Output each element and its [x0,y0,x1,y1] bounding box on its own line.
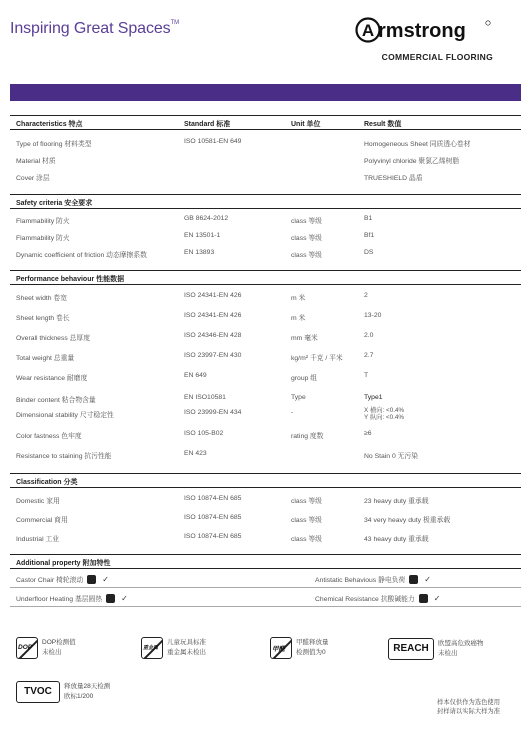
trademark-mark: TM [170,20,180,26]
chemical-resistance-item [315,593,440,604]
castor-chair-icon [87,575,96,584]
cell-characteristic: Dynamic coefficient of friction 动态摩擦系数 [16,252,147,259]
cell-result: TRUESHIELD 晶盾 [364,175,423,182]
cell-standard: ISO 24341-EN 426 [184,312,242,319]
cell-unit: mm 毫米 [291,335,318,342]
cell-characteristic: Domestic 家用 [16,498,60,505]
cell-characteristic: Dimensional stability 尺寸稳定性 [16,412,114,419]
cell-unit: class 等级 [291,218,322,225]
cell-result: Bf1 [364,232,375,239]
table-row [10,348,521,368]
table-row [10,491,521,510]
performance-title: Performance behaviour 性能数据 [16,276,125,283]
formaldehyde-icon-text: 甲醛 [272,646,285,653]
heavy-metal-line2: 重金属未检出 [167,649,206,656]
cell-standard: ISO 23999-EN 434 [184,409,242,416]
reach-line2: 未检出 [438,650,458,657]
heavy-metal-line1: 儿童玩具标准 [167,639,206,646]
tvoc-line2: 欧标1/200 [64,693,94,700]
cell-unit: - [291,409,294,416]
table-row [10,529,521,548]
check-icon: ✓ [102,575,109,584]
cell-characteristic: Flammability 防火 [16,235,70,242]
dop-label [42,638,76,658]
cell-result-y: Y 纵向: <0.4% [364,414,404,421]
cell-characteristic: Type of flooring 材料类型 [16,141,92,148]
cell-unit: kg/m² 千克 / 平米 [291,355,343,362]
heavy-metal-badge [141,637,251,663]
cell-result: Homogeneous Sheet 同质透心卷材 [364,141,471,148]
cell-standard: ISO 10874-EN 685 [184,514,242,521]
dop-icon [16,637,38,659]
additional-header [10,554,521,569]
cell-result: 43 heavy duty 重承载 [364,536,429,543]
reach-icon: REACH [388,638,434,660]
cell-unit: m 米 [291,315,306,322]
cell-standard: ISO 10874-EN 685 [184,533,242,540]
cell-result: 13-20 [364,312,382,319]
table-row [10,308,521,328]
classification-header [10,473,521,488]
safety-title: Safety criteria 安全要求 [16,200,93,207]
reach-badge [388,638,518,664]
cell-result: Polyvinyl chloride 聚氯乙烯树脂 [364,158,460,165]
formaldehyde-badge [270,637,380,663]
check-icon: ✓ [433,594,441,603]
table-row [10,245,521,262]
cell-characteristic: Total weight 总重量 [16,355,75,362]
cell-characteristic: Material 材质 [16,158,56,165]
table-row [10,228,521,245]
col-standard: Standard 标准 [184,121,231,128]
cell-characteristic: Resistance to staining 抗污性能 [16,453,112,460]
table-row [10,328,521,348]
cell-result: 2 [364,292,368,299]
formaldehyde-icon [270,637,292,659]
col-characteristics: Characteristics 特点 [16,121,83,128]
cell-unit: rating 度数 [291,433,324,440]
cell-standard: EN 649 [184,372,207,379]
castor-chair-label: Castor Chair 椅轮滚动 [16,577,84,584]
cell-standard: ISO 105-B02 [184,430,224,437]
armstrong-logo [354,14,494,46]
cell-result: 2.7 [364,352,374,359]
heavy-metal-icon [141,637,163,659]
check-icon: ✓ [121,594,128,603]
table-row [10,288,521,308]
cell-standard: EN 13501-1 [184,232,221,239]
brand-subtitle: COMMERCIAL FLOORING [381,52,493,62]
cell-characteristic: Binder content 粘合物含量 [16,397,96,404]
performance-header [10,270,521,285]
table-row [10,211,521,228]
cell-result: 2.0 [364,332,374,339]
cell-standard: EN ISO10581 [184,394,226,401]
table-row [10,446,521,466]
tvoc-icon: TVOC [16,681,60,703]
cell-unit: class 等级 [291,252,322,259]
cell-result: B1 [364,215,373,222]
dop-badge [16,637,126,663]
table-row [10,134,521,151]
dop-icon-text: DOP [18,644,33,651]
cell-result-x: X 横向: <0.4% [364,407,405,414]
cell-characteristic: Commercial 商用 [16,517,68,524]
cell-unit: m 米 [291,295,306,302]
cell-result: Type1 [364,394,383,401]
cell-standard: ISO 24346-EN 428 [184,332,242,339]
formaldehyde-label [296,638,329,658]
dop-line2: 未检出 [42,649,62,656]
cell-standard: ISO 24341-EN 426 [184,292,242,299]
cell-unit: class 等级 [291,498,322,505]
cell-characteristic: Flammability 防火 [16,218,70,225]
cell-characteristic: Industrial 工业 [16,536,60,543]
tvoc-badge [16,681,136,707]
header-band [10,84,521,101]
additional-row [10,569,521,588]
additional-title: Additional property 附加特性 [16,560,111,567]
cell-standard: ISO 10874-EN 685 [184,495,242,502]
cell-standard: GB 8624-2012 [184,215,229,222]
tvoc-label [64,682,110,702]
antistatic-icon [409,575,418,584]
cell-unit: group 组 [291,375,318,382]
underfloor-heating-label: Underfloor Heating 基层圆热 [16,596,103,603]
reach-label [438,639,484,659]
tagline-text: Inspiring Great Spaces [10,20,171,37]
heavy-metal-icon-text: 重金属 [143,645,159,651]
col-unit: Unit 单位 [291,121,321,128]
formaldehyde-line1: 甲醛释放量 [296,639,329,646]
table-row [10,151,521,168]
cell-characteristic: Sheet width 卷宽 [16,295,67,302]
cell-characteristic: Overall thickness 总厚度 [16,335,91,342]
classification-title: Classification 分类 [16,479,78,486]
underfloor-heating-item [16,593,128,604]
cell-characteristic: Sheet length 卷长 [16,315,70,322]
cell-result: T [364,372,369,379]
safety-header [10,194,521,209]
table-row [10,426,521,446]
cell-result: 23 heavy duty 重承载 [364,498,429,505]
antistatic-item [315,574,431,585]
cell-standard: EN 423 [184,450,207,457]
antistatic-label: Antistatic Behavious 静电负荷 [315,577,406,584]
cell-characteristic: Cover 涂层 [16,175,50,182]
table-row [10,510,521,529]
cell-characteristic: Color fastness 色牢度 [16,433,82,440]
cell-characteristic: Wear resistance 耐磨度 [16,375,88,382]
footnote-line2: 封样请以实际大样为准 [437,708,500,715]
table-row [10,405,521,426]
cell-unit: class 等级 [291,517,322,524]
table-row [10,168,521,185]
heavy-metal-label [167,638,206,658]
dop-line1: DOP检测值 [42,639,76,646]
tagline [10,20,179,38]
footnote [437,698,500,716]
check-icon: ✓ [424,575,431,584]
chemical-resistance-icon [419,594,428,603]
col-result: Result 数值 [364,121,402,128]
cell-unit: class 等级 [291,536,322,543]
cell-unit: class 等级 [291,235,322,242]
svg-text:A: A [361,21,375,40]
spec-content [10,115,521,607]
formaldehyde-line2: 检测值为0 [296,649,326,656]
cell-standard: EN 13893 [184,249,215,256]
underfloor-heating-icon [106,594,115,603]
cell-result: 34 very heavy duty 极重承载 [364,517,451,524]
svg-text:rmstrong: rmstrong [378,20,466,42]
additional-row [10,588,521,607]
castor-chair-item [16,574,109,585]
cell-result: DS [364,249,374,256]
table-row [10,368,521,390]
tvoc-line1: 释放量28天检测 [64,683,111,690]
table-row [10,390,521,405]
cell-result: No Stain 0 无污染 [364,453,419,460]
footnote-line1: 样本仅供作为选色使用 [437,699,500,706]
cell-standard: ISO 10581-EN 649 [184,138,242,145]
cell-standard: ISO 23997-EN 430 [184,352,242,359]
chemical-resistance-label: Chemical Resistance 抗酸碱能力 [315,596,415,603]
characteristics-header [10,115,521,130]
cell-result: ≥6 [364,430,372,437]
reach-line1: 欧盟高危致癌物 [438,640,484,647]
cell-unit: Type [291,394,306,401]
